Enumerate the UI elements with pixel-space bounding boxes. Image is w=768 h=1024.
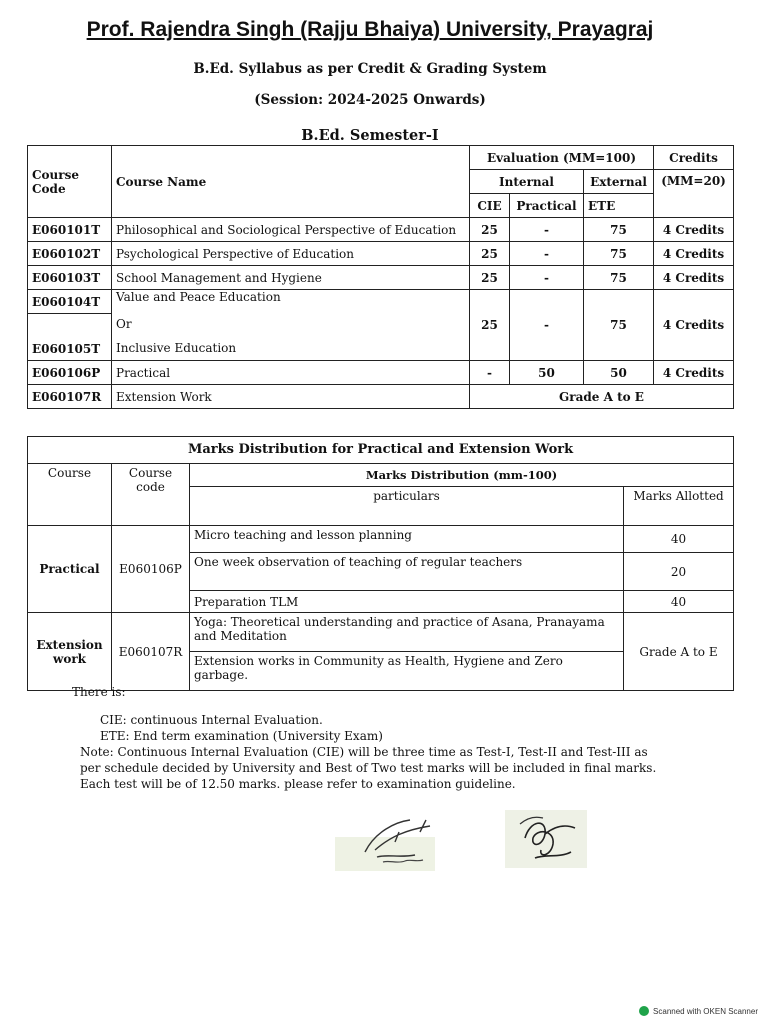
header-course-code: Course Code — [28, 146, 112, 218]
marks-table-title: Marks Distribution for Practical and Extension Work — [28, 437, 734, 464]
practical-value: - — [510, 218, 584, 242]
course-extension: Extension work — [28, 613, 112, 691]
table-row — [28, 242, 734, 266]
table-row — [28, 613, 734, 652]
particular-item: Micro teaching and lesson planning — [190, 526, 624, 553]
course-name: Extension Work — [112, 385, 470, 409]
cie-value: 25 — [470, 290, 510, 361]
header-ete: ETE — [584, 194, 654, 218]
course-practical: Practical — [28, 526, 112, 613]
header-internal: Internal — [470, 170, 584, 194]
ete-value: 75 — [584, 242, 654, 266]
notes-there-is: There is: — [72, 685, 126, 699]
notes-ete: ETE: End term examination (University Exam) — [100, 729, 383, 743]
header-practical: Practical — [510, 194, 584, 218]
cie-value: 25 — [470, 242, 510, 266]
ete-value: 50 — [584, 361, 654, 385]
credits-value: 4 Credits — [654, 361, 734, 385]
course-name: School Management and Hygiene — [112, 266, 470, 290]
header-particulars: particulars — [190, 487, 624, 526]
table-row — [28, 385, 734, 409]
grade-value: Grade A to E — [470, 385, 734, 409]
header-marks-allotted: Marks Allotted — [624, 487, 734, 526]
credits-value: 4 Credits — [654, 290, 734, 361]
session-subtitle: (Session: 2024-2025 Onwards) — [254, 92, 486, 108]
blank-cell — [28, 314, 112, 338]
elective-or: Or — [116, 317, 132, 331]
particular-item: Yoga: Theoretical understanding and practice of Asana, Pranayama and Meditation — [190, 613, 624, 652]
course-code-elective-b: E060105T — [28, 337, 112, 361]
particular-item: Preparation TLM — [190, 591, 624, 613]
course-name: Psychological Perspective of Education — [112, 242, 470, 266]
credits-value: 4 Credits — [654, 242, 734, 266]
ete-value: 75 — [584, 266, 654, 290]
header-course: Course — [28, 464, 112, 526]
header-external: External — [584, 170, 654, 194]
table-row — [28, 361, 734, 385]
practical-value: 50 — [510, 361, 584, 385]
scanner-text: Scanned with OKEN Scanner — [653, 1006, 758, 1016]
elective-name-b: Inclusive Education — [116, 341, 237, 355]
ete-value: 75 — [584, 290, 654, 361]
marks-value: 40 — [624, 591, 734, 613]
university-title: Prof. Rajendra Singh (Rajju Bhaiya) University, Prayagraj — [86, 18, 654, 41]
course-name: Practical — [112, 361, 470, 385]
scanner-logo-icon — [639, 1006, 649, 1016]
notes-line-3: Each test will be of 12.50 marks. please refer to examination guideline. — [80, 777, 516, 791]
marks-value: 20 — [624, 553, 734, 591]
particular-item: Extension works in Community as Health, Hygiene and Zero garbage. — [190, 652, 624, 691]
cie-value: 25 — [470, 218, 510, 242]
marks-value: 40 — [624, 526, 734, 553]
course-table — [27, 145, 734, 409]
course-code: E060102T — [28, 242, 112, 266]
header-course-name: Course Name — [112, 146, 470, 218]
header-evaluation: Evaluation (MM=100) — [470, 146, 654, 170]
course-code-extension: E060107R — [112, 613, 190, 691]
marks-value-extension: Grade A to E — [624, 613, 734, 691]
practical-value: - — [510, 242, 584, 266]
elective-name-a: Value and Peace Education — [116, 290, 281, 304]
course-code: E060106P — [28, 361, 112, 385]
header-credits: Credits — [654, 146, 734, 170]
signature-one — [335, 812, 440, 872]
header-course-code: Course code — [112, 464, 190, 526]
elective-names — [112, 290, 470, 361]
course-code: E060103T — [28, 266, 112, 290]
cie-value: 25 — [470, 266, 510, 290]
header-marks-distribution: Marks Distribution (mm-100) — [190, 464, 734, 487]
notes-line-1: Note: Continuous Internal Evaluation (CIE) will be three time as Test-I, Test-II and Test-III as — [80, 745, 648, 759]
elective-row — [28, 290, 734, 314]
notes-line-2: per schedule decided by University and Best of Two test marks will be included in final marks. — [80, 761, 657, 775]
table-row — [28, 266, 734, 290]
ete-value: 75 — [584, 218, 654, 242]
syllabus-subtitle: B.Ed. Syllabus as per Credit & Grading System — [193, 61, 547, 77]
course-code-elective-a: E060104T — [28, 290, 112, 314]
particular-item: One week observation of teaching of regular teachers — [190, 553, 624, 591]
cie-value: - — [470, 361, 510, 385]
semester-heading: B.Ed. Semester-I — [301, 127, 439, 144]
course-code: E060101T — [28, 218, 112, 242]
table-row — [28, 218, 734, 242]
course-code-practical: E060106P — [112, 526, 190, 613]
signature-two — [505, 808, 595, 870]
course-code: E060107R — [28, 385, 112, 409]
practical-value: - — [510, 290, 584, 361]
header-cie: CIE — [470, 194, 510, 218]
scanner-watermark — [639, 1006, 758, 1016]
notes-cie: CIE: continuous Internal Evaluation. — [100, 713, 323, 727]
table-row — [28, 526, 734, 553]
credits-value: 4 Credits — [654, 218, 734, 242]
credits-value: 4 Credits — [654, 266, 734, 290]
course-name: Philosophical and Sociological Perspective of Education — [112, 218, 470, 242]
marks-distribution-table — [27, 436, 734, 691]
practical-value: - — [510, 266, 584, 290]
header-mm: (MM=20) — [654, 170, 734, 218]
